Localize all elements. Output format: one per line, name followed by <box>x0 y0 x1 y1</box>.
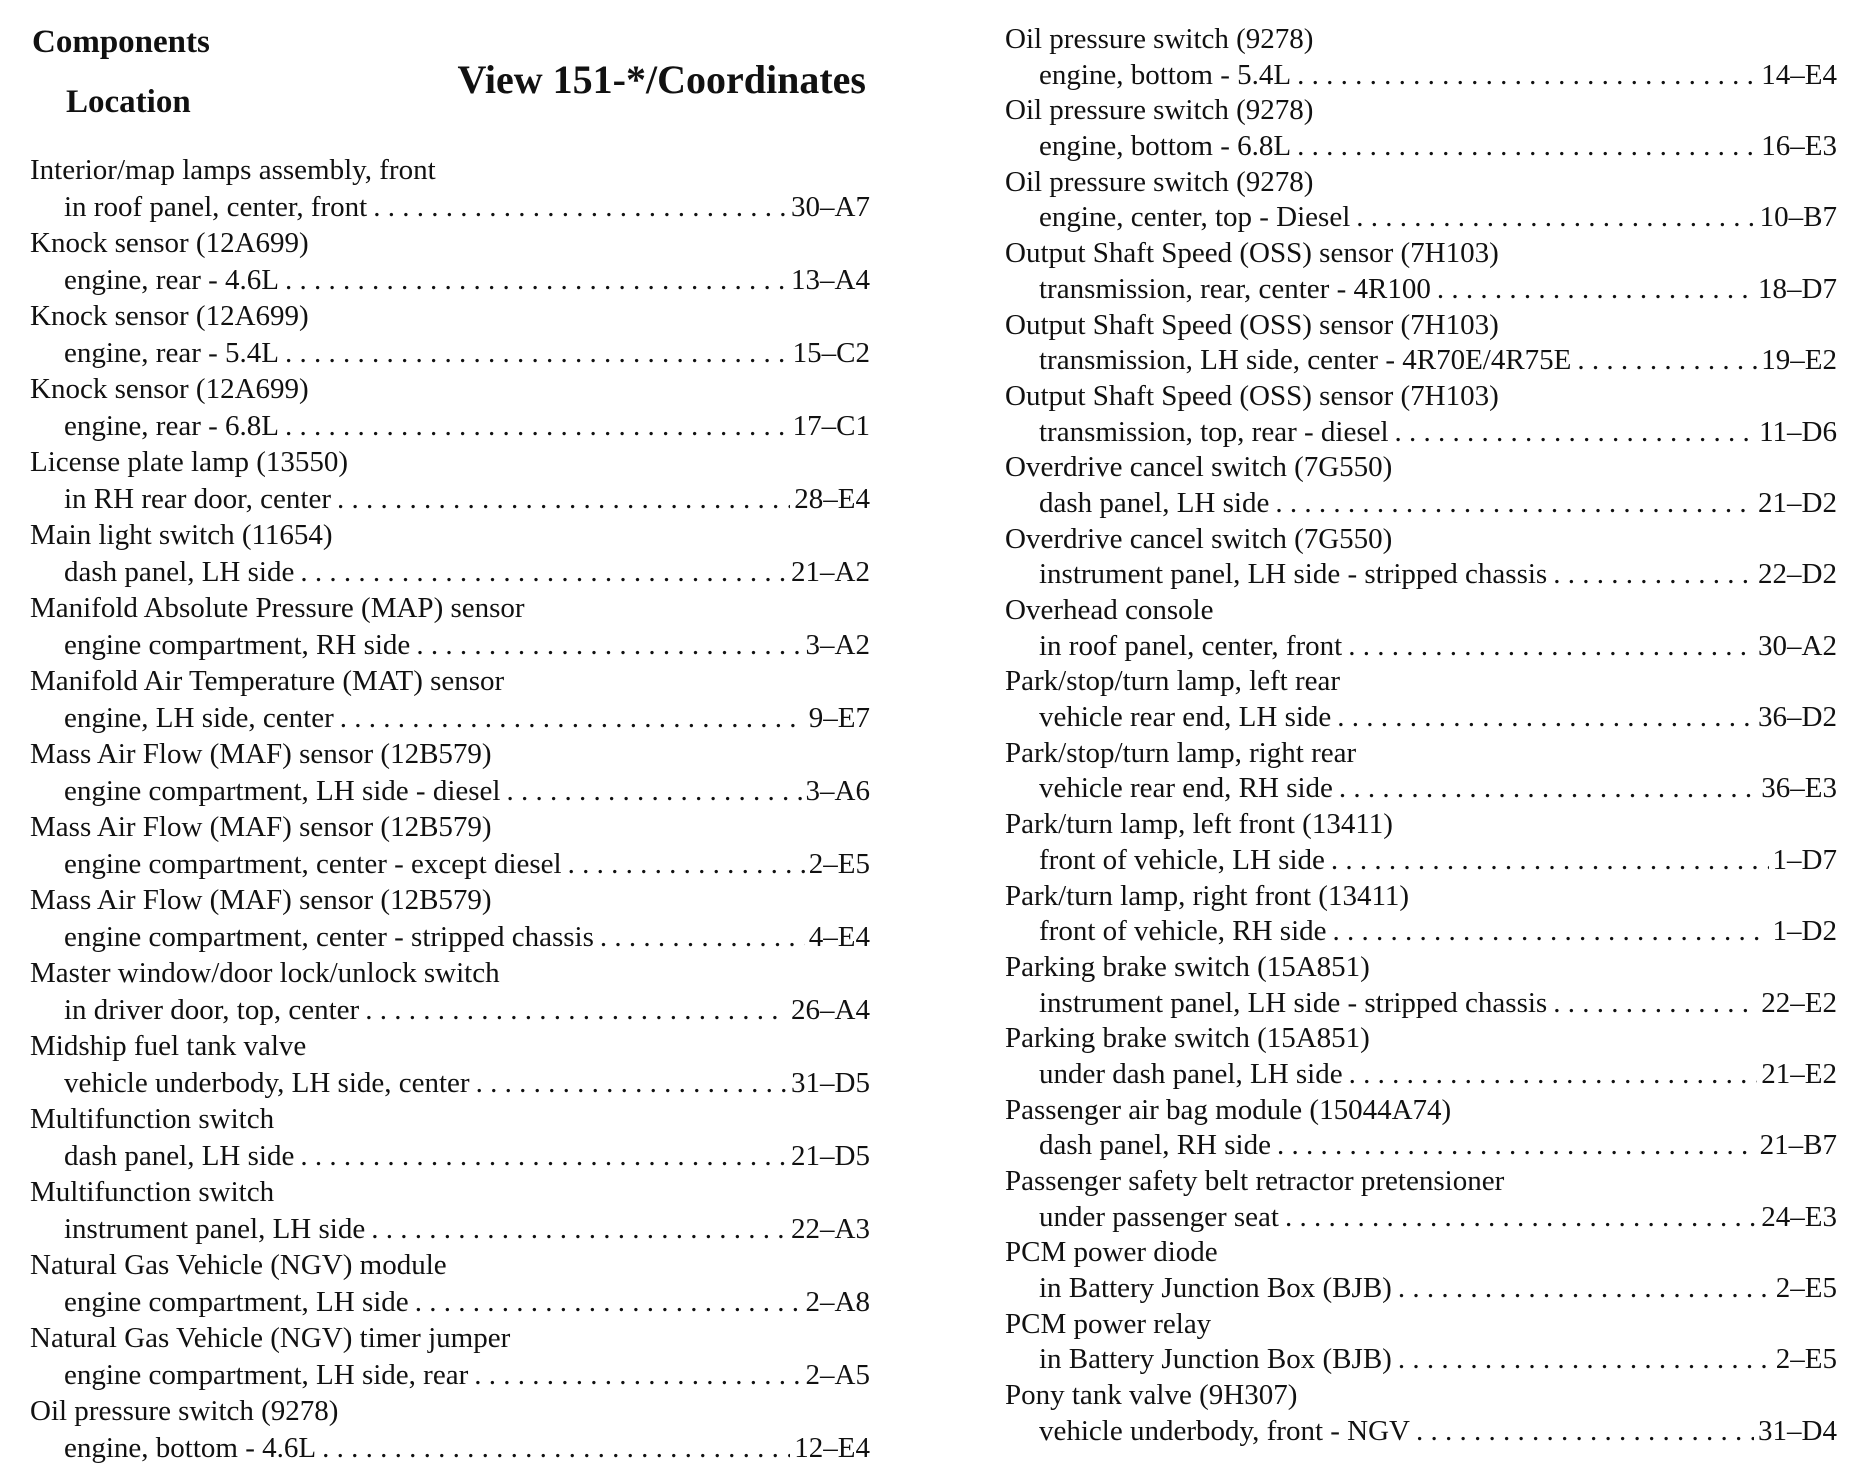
dot-leader <box>1577 343 1757 379</box>
component-entry <box>1005 22 1837 93</box>
dot-leader <box>1553 557 1754 593</box>
location-row <box>30 773 870 810</box>
dot-leader <box>1356 200 1755 236</box>
component-name: Mass Air Flow (MAF) sensor (12B579) <box>30 882 870 919</box>
component-location: in roof panel, center, front <box>64 189 367 226</box>
view-coordinate: 21–A2 <box>791 554 870 591</box>
dot-leader <box>322 1430 790 1466</box>
view-coordinate: 21–D2 <box>1758 486 1837 522</box>
component-location: engine, rear - 4.6L <box>64 262 279 299</box>
view-coordinate: 13–A4 <box>791 262 870 299</box>
location-row <box>30 1357 870 1394</box>
component-name: Output Shaft Speed (OSS) sensor (7H103) <box>1005 236 1837 272</box>
dot-leader <box>476 1065 787 1102</box>
component-entry <box>1005 736 1837 807</box>
view-coordinate: 2–E5 <box>809 846 870 883</box>
component-entry <box>30 298 870 371</box>
location-row <box>30 189 870 226</box>
component-name: Mass Air Flow (MAF) sensor (12B579) <box>30 809 870 846</box>
view-coordinate: 11–D6 <box>1759 415 1837 451</box>
location-row <box>30 919 870 956</box>
dot-leader <box>1348 629 1754 665</box>
component-location: transmission, LH side, center - 4R70E/4R75E <box>1039 343 1571 379</box>
dot-leader <box>1333 914 1769 950</box>
dot-leader <box>1339 771 1757 807</box>
view-coordinate: 17–C1 <box>793 408 870 445</box>
component-entry <box>30 1028 870 1101</box>
left-column <box>30 22 870 1466</box>
component-entry <box>1005 379 1837 450</box>
dot-leader <box>285 335 789 372</box>
component-location: vehicle underbody, LH side, center <box>64 1065 470 1102</box>
component-location: engine, center, top - Diesel <box>1039 200 1350 236</box>
column-header <box>30 22 870 152</box>
component-location: engine, rear - 6.8L <box>64 408 279 445</box>
component-location: in roof panel, center, front <box>1039 629 1342 665</box>
component-location: in RH rear door, center <box>64 481 331 518</box>
view-coordinate: 2–E5 <box>1776 1342 1837 1378</box>
location-row <box>1005 343 1837 379</box>
dot-leader <box>300 1138 787 1175</box>
component-entry <box>30 225 870 298</box>
location-row <box>1005 914 1837 950</box>
component-entry <box>1005 807 1837 878</box>
component-location: dash panel, RH side <box>1039 1128 1271 1164</box>
location-row <box>30 700 870 737</box>
component-entry <box>1005 93 1837 164</box>
view-coordinate: 14–E4 <box>1761 58 1837 94</box>
component-location: instrument panel, LH side - stripped chassis <box>1039 986 1547 1022</box>
location-row <box>1005 415 1837 451</box>
location-row <box>1005 843 1837 879</box>
view-coordinate: 26–A4 <box>791 992 870 1029</box>
view-coordinate: 28–E4 <box>794 481 870 518</box>
component-name: Mass Air Flow (MAF) sensor (12B579) <box>30 736 870 773</box>
component-name: Oil pressure switch (9278) <box>30 1393 870 1430</box>
view-coordinate: 3–A2 <box>806 627 870 664</box>
component-entry <box>30 1101 870 1174</box>
view-coordinate: 31–D5 <box>791 1065 870 1102</box>
component-location: dash panel, LH side <box>64 1138 294 1175</box>
dot-leader <box>365 992 787 1029</box>
component-name: Output Shaft Speed (OSS) sensor (7H103) <box>1005 379 1837 415</box>
component-name: PCM power diode <box>1005 1235 1837 1271</box>
component-location: transmission, rear, center - 4R100 <box>1039 272 1431 308</box>
location-row <box>1005 557 1837 593</box>
component-location: engine, rear - 5.4L <box>64 335 279 372</box>
dot-leader <box>474 1357 801 1394</box>
component-name: Overdrive cancel switch (7G550) <box>1005 450 1837 486</box>
component-name: Natural Gas Vehicle (NGV) timer jumper <box>30 1320 870 1357</box>
view-coordinate: 22–D2 <box>1758 557 1837 593</box>
dot-leader <box>1553 986 1757 1022</box>
view-coordinate: 24–E3 <box>1761 1200 1837 1236</box>
location-row <box>30 481 870 518</box>
location-row <box>1005 1271 1837 1307</box>
view-coordinate: 21–B7 <box>1760 1128 1837 1164</box>
component-entry <box>1005 1021 1837 1092</box>
dot-leader <box>506 773 801 810</box>
components-heading: Components <box>32 22 210 62</box>
location-row <box>30 408 870 445</box>
component-name: Knock sensor (12A699) <box>30 225 870 262</box>
component-location: engine, LH side, center <box>64 700 334 737</box>
component-entry <box>1005 308 1837 379</box>
component-location: in driver door, top, center <box>64 992 359 1029</box>
component-location: under passenger seat <box>1039 1200 1279 1236</box>
component-entry <box>1005 1307 1837 1378</box>
dot-leader <box>1395 415 1756 451</box>
view-coordinate: 16–E3 <box>1761 129 1837 165</box>
location-row <box>1005 1057 1837 1093</box>
component-location: engine compartment, center - stripped chassis <box>64 919 594 956</box>
dot-leader <box>300 554 787 591</box>
component-location: engine compartment, RH side <box>64 627 410 664</box>
component-entry <box>1005 664 1837 735</box>
component-entry <box>30 517 870 590</box>
component-location: instrument panel, LH side <box>64 1211 365 1248</box>
location-row <box>1005 1200 1837 1236</box>
component-name: Knock sensor (12A699) <box>30 298 870 335</box>
component-location: front of vehicle, LH side <box>1039 843 1325 879</box>
component-entry <box>1005 879 1837 950</box>
component-name: Manifold Absolute Pressure (MAP) sensor <box>30 590 870 627</box>
view-coordinate: 36–D2 <box>1758 700 1837 736</box>
component-name: Master window/door lock/unlock switch <box>30 955 870 992</box>
location-row <box>30 1138 870 1175</box>
dot-leader <box>1297 129 1757 165</box>
component-entry <box>30 955 870 1028</box>
view-coordinate: 30–A2 <box>1758 629 1837 665</box>
component-location: vehicle rear end, RH side <box>1039 771 1333 807</box>
component-location: vehicle rear end, LH side <box>1039 700 1331 736</box>
component-entry <box>30 1393 870 1466</box>
view-coordinate: 9–E7 <box>809 700 870 737</box>
component-entry <box>1005 1378 1837 1449</box>
view-coordinate: 3–A6 <box>806 773 870 810</box>
dot-leader <box>1398 1271 1772 1307</box>
location-row <box>1005 1342 1837 1378</box>
component-entry <box>1005 522 1837 593</box>
view-coordinate: 1–D7 <box>1773 843 1837 879</box>
right-column <box>1005 22 1837 1450</box>
dot-leader <box>337 481 790 518</box>
location-row <box>1005 1414 1837 1450</box>
view-coordinate: 19–E2 <box>1761 343 1837 379</box>
component-location: dash panel, LH side <box>64 554 294 591</box>
component-name: Natural Gas Vehicle (NGV) module <box>30 1247 870 1284</box>
component-entry <box>1005 165 1837 236</box>
component-entry <box>30 663 870 736</box>
component-entry <box>1005 1093 1837 1164</box>
view-coordinate: 10–B7 <box>1760 200 1837 236</box>
component-name: Oil pressure switch (9278) <box>1005 165 1837 201</box>
view-coordinate: 22–A3 <box>791 1211 870 1248</box>
component-location: transmission, top, rear - diesel <box>1039 415 1389 451</box>
dot-leader <box>1331 843 1769 879</box>
component-name: Output Shaft Speed (OSS) sensor (7H103) <box>1005 308 1837 344</box>
view-coordinate: 21–D5 <box>791 1138 870 1175</box>
component-name: Overdrive cancel switch (7G550) <box>1005 522 1837 558</box>
component-entry <box>30 152 870 225</box>
location-row <box>1005 200 1837 236</box>
component-entry <box>1005 1164 1837 1235</box>
component-name: Midship fuel tank valve <box>30 1028 870 1065</box>
view-coordinate: 30–A7 <box>791 189 870 226</box>
location-row <box>1005 58 1837 94</box>
component-name: Oil pressure switch (9278) <box>1005 22 1837 58</box>
component-name: License plate lamp (13550) <box>30 444 870 481</box>
component-entry <box>30 1174 870 1247</box>
component-location: engine compartment, LH side <box>64 1284 409 1321</box>
component-name: Multifunction switch <box>30 1101 870 1138</box>
component-entry <box>30 590 870 663</box>
location-row <box>1005 986 1837 1022</box>
component-name: Oil pressure switch (9278) <box>1005 93 1837 129</box>
component-location: in Battery Junction Box (BJB) <box>1039 1271 1392 1307</box>
view-coordinate: 22–E2 <box>1761 986 1837 1022</box>
location-row <box>1005 272 1837 308</box>
component-name: Main light switch (11654) <box>30 517 870 554</box>
component-entry <box>30 444 870 517</box>
component-name: Park/turn lamp, right front (13411) <box>1005 879 1837 915</box>
location-row <box>30 262 870 299</box>
component-location: engine compartment, LH side, rear <box>64 1357 468 1394</box>
dot-leader <box>415 1284 802 1321</box>
component-name: Park/turn lamp, left front (13411) <box>1005 807 1837 843</box>
component-entry <box>30 809 870 882</box>
component-entry <box>30 1247 870 1320</box>
component-entry <box>30 736 870 809</box>
component-entry <box>1005 950 1837 1021</box>
component-name: Interior/map lamps assembly, front <box>30 152 870 189</box>
component-name: Parking brake switch (15A851) <box>1005 1021 1837 1057</box>
component-entry <box>30 371 870 444</box>
component-entry <box>1005 236 1837 307</box>
component-name: Passenger safety belt retractor pretensioner <box>1005 1164 1837 1200</box>
view-coordinate: 2–A8 <box>806 1284 870 1321</box>
view-coordinate: 21–E2 <box>1761 1057 1837 1093</box>
dot-leader <box>285 262 787 299</box>
location-row <box>1005 629 1837 665</box>
component-name: Manifold Air Temperature (MAT) sensor <box>30 663 870 700</box>
location-row <box>30 554 870 591</box>
component-name: Multifunction switch <box>30 1174 870 1211</box>
location-row <box>1005 1128 1837 1164</box>
dot-leader <box>1277 1128 1756 1164</box>
location-row <box>30 846 870 883</box>
component-location: engine compartment, center - except diesel <box>64 846 562 883</box>
location-row <box>30 1284 870 1321</box>
location-row <box>30 1065 870 1102</box>
view-coordinate: 18–D7 <box>1758 272 1837 308</box>
component-entry <box>30 1320 870 1393</box>
location-row <box>30 1430 870 1466</box>
location-row <box>30 992 870 1029</box>
component-name: Knock sensor (12A699) <box>30 371 870 408</box>
component-location: engine compartment, LH side - diesel <box>64 773 500 810</box>
component-entry <box>1005 1235 1837 1306</box>
dot-leader <box>1297 58 1757 94</box>
component-location: vehicle underbody, front - NGV <box>1039 1414 1410 1450</box>
location-heading: Location <box>66 82 191 122</box>
location-row <box>30 1211 870 1248</box>
dot-leader <box>1275 486 1754 522</box>
location-row <box>30 335 870 372</box>
component-entry <box>30 882 870 955</box>
dot-leader <box>1398 1342 1772 1378</box>
dot-leader <box>285 408 789 445</box>
component-name: Park/stop/turn lamp, left rear <box>1005 664 1837 700</box>
dot-leader <box>1437 272 1754 308</box>
component-location: dash panel, LH side <box>1039 486 1269 522</box>
left-entry-list <box>30 152 870 1466</box>
view-coordinate: 2–E5 <box>1776 1271 1837 1307</box>
view-coordinate: 1–D2 <box>1773 914 1837 950</box>
dot-leader <box>373 189 787 226</box>
component-name: PCM power relay <box>1005 1307 1837 1343</box>
view-coordinates-heading: View 151-*/Coordinates <box>458 56 866 104</box>
location-row <box>30 627 870 664</box>
dot-leader <box>568 846 805 883</box>
dot-leader <box>600 919 805 956</box>
dot-leader <box>1285 1200 1757 1236</box>
view-coordinate: 12–E4 <box>794 1430 870 1466</box>
component-name: Parking brake switch (15A851) <box>1005 950 1837 986</box>
view-coordinate: 4–E4 <box>809 919 870 956</box>
location-row <box>1005 771 1837 807</box>
component-name: Overhead console <box>1005 593 1837 629</box>
view-coordinate: 15–C2 <box>793 335 870 372</box>
component-location: engine, bottom - 6.8L <box>1039 129 1291 165</box>
component-name: Passenger air bag module (15044A74) <box>1005 1093 1837 1129</box>
location-row <box>1005 486 1837 522</box>
dot-leader <box>371 1211 787 1248</box>
dot-leader <box>1337 700 1754 736</box>
view-coordinate: 31–D4 <box>1758 1414 1837 1450</box>
dot-leader <box>1349 1057 1758 1093</box>
component-location: front of vehicle, RH side <box>1039 914 1327 950</box>
location-row <box>1005 700 1837 736</box>
component-location: under dash panel, LH side <box>1039 1057 1343 1093</box>
component-location: engine, bottom - 5.4L <box>1039 58 1291 94</box>
location-row <box>1005 129 1837 165</box>
component-entry <box>1005 593 1837 664</box>
right-entry-list <box>1005 22 1837 1450</box>
component-entry <box>1005 450 1837 521</box>
component-name: Pony tank valve (9H307) <box>1005 1378 1837 1414</box>
dot-leader <box>1416 1414 1754 1450</box>
dot-leader <box>340 700 805 737</box>
component-location: in Battery Junction Box (BJB) <box>1039 1342 1392 1378</box>
component-location: engine, bottom - 4.6L <box>64 1430 316 1466</box>
component-location: instrument panel, LH side - stripped chassis <box>1039 557 1547 593</box>
view-coordinate: 36–E3 <box>1761 771 1837 807</box>
dot-leader <box>416 627 801 664</box>
view-coordinate: 2–A5 <box>806 1357 870 1394</box>
component-name: Park/stop/turn lamp, right rear <box>1005 736 1837 772</box>
